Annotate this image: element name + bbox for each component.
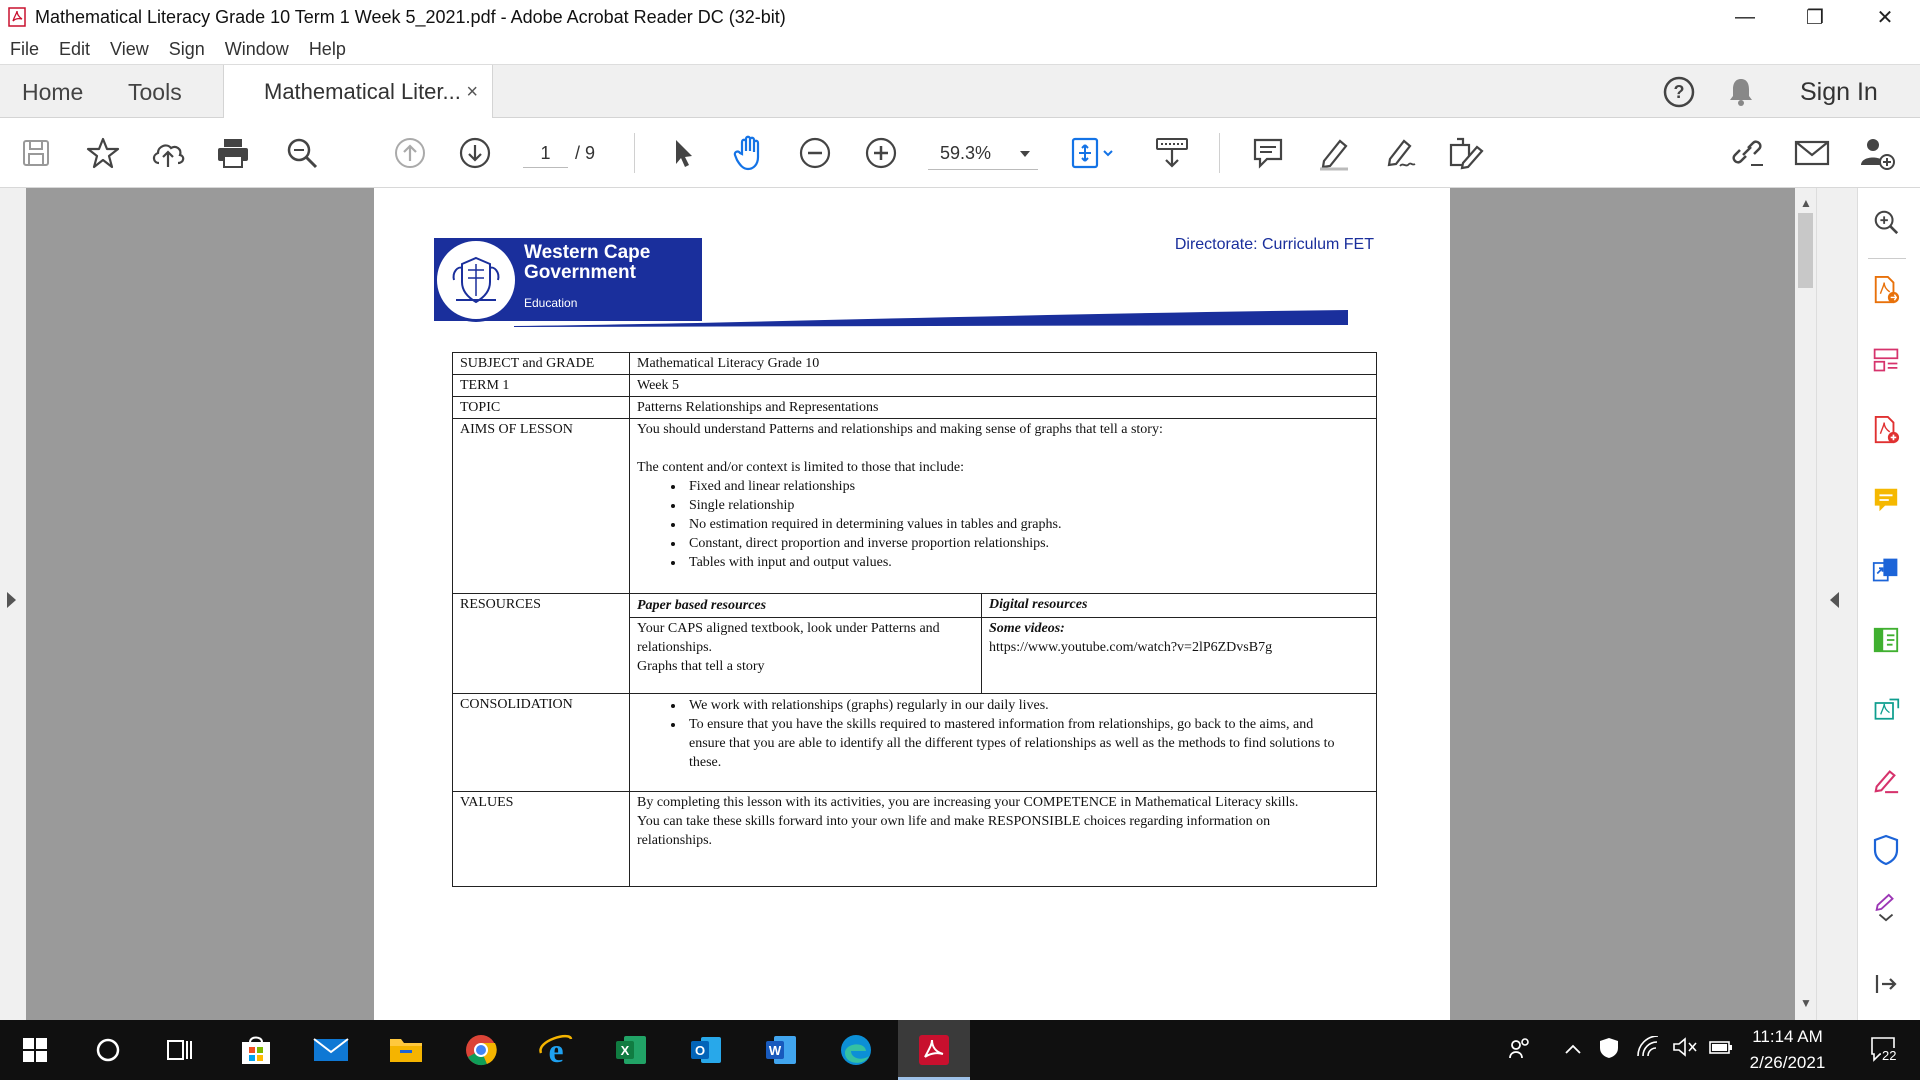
find-search-icon[interactable] bbox=[282, 118, 322, 188]
more-panel-tools-icon[interactable] bbox=[1872, 894, 1900, 922]
comment-panel-icon[interactable] bbox=[1872, 486, 1900, 514]
toolbar-divider bbox=[634, 133, 635, 173]
paper-resources-header: Paper based resources bbox=[630, 594, 982, 618]
table-row bbox=[453, 694, 1377, 792]
scroll-up-icon[interactable]: ▲ bbox=[1800, 196, 1812, 210]
consolidation-label: CONSOLIDATION bbox=[453, 694, 630, 792]
organize-pages-icon[interactable] bbox=[1872, 346, 1900, 374]
topic-value: Patterns Relationships and Representations bbox=[630, 397, 1377, 419]
task-view-icon[interactable] bbox=[160, 1030, 200, 1070]
video-link[interactable]: https://www.youtube.com/watch?v=2lP6ZDvsB7g bbox=[989, 640, 1273, 655]
term-value: Week 5 bbox=[630, 375, 1377, 397]
store-icon[interactable] bbox=[236, 1030, 276, 1070]
list-item: • Constant, direct proportion and inverse proportion relationships. bbox=[685, 534, 1369, 553]
hand-tool-icon[interactable] bbox=[730, 118, 770, 188]
vertical-scrollbar[interactable] bbox=[1795, 188, 1816, 1020]
menu-help[interactable]: Help bbox=[308, 38, 346, 59]
lesson-table bbox=[452, 352, 1377, 887]
search-circle-icon[interactable] bbox=[88, 1030, 128, 1070]
edit-pdf-icon[interactable] bbox=[1872, 626, 1900, 654]
menu-file[interactable]: File bbox=[10, 38, 40, 59]
tab-close-icon[interactable]: × bbox=[466, 80, 478, 103]
fill-sign-icon[interactable] bbox=[1380, 118, 1420, 188]
right-panel-toggle[interactable] bbox=[1816, 188, 1857, 1020]
digital-resources-header: Digital resources bbox=[982, 594, 1377, 618]
digital-subheading: Some videos: bbox=[989, 621, 1065, 636]
values-label: VALUES bbox=[453, 792, 630, 887]
table-row bbox=[453, 375, 1377, 397]
restore-icon: ❐ bbox=[1806, 6, 1824, 29]
internet-explorer-icon[interactable] bbox=[536, 1030, 576, 1070]
document-viewport[interactable] bbox=[0, 188, 1857, 1020]
adobe-acrobat-icon[interactable] bbox=[914, 1030, 954, 1070]
values-text: You can take these skills forward into your own life and make RESPONSIBLE choices regarding information on relationships. bbox=[637, 814, 1271, 848]
add-user-icon[interactable] bbox=[1857, 118, 1897, 188]
print-icon[interactable] bbox=[213, 118, 253, 188]
outlook-icon[interactable] bbox=[686, 1030, 726, 1070]
windows-taskbar bbox=[0, 1020, 1920, 1080]
chrome-icon[interactable] bbox=[461, 1030, 501, 1070]
menu-view[interactable]: View bbox=[110, 38, 149, 59]
topic-label: TOPIC bbox=[453, 397, 630, 419]
system-clock[interactable] bbox=[1735, 1024, 1840, 1076]
notifications-bell-icon[interactable] bbox=[1726, 65, 1756, 119]
list-item: • No estimation required in determining values in tables and graphs. bbox=[685, 515, 1369, 534]
cloud-upload-icon[interactable] bbox=[148, 118, 188, 188]
paper-resource-text: Your CAPS aligned textbook, look under Patterns and relationships. bbox=[637, 621, 940, 655]
chevron-down-icon bbox=[1020, 151, 1030, 157]
notification-count: 22 bbox=[1882, 1048, 1897, 1063]
table-row bbox=[453, 792, 1377, 887]
maximize-button[interactable] bbox=[1780, 0, 1850, 34]
paper-resource-text: Graphs that tell a story bbox=[637, 659, 765, 674]
svg-text:W: W bbox=[768, 1043, 782, 1058]
term-label: TERM 1 bbox=[453, 375, 630, 397]
sign-in-label: Sign In bbox=[1800, 77, 1878, 106]
excel-icon[interactable] bbox=[611, 1030, 651, 1070]
paper-resources-cell bbox=[630, 618, 982, 694]
tab-home[interactable]: Home bbox=[22, 79, 84, 105]
consolidation-cell bbox=[630, 694, 1377, 792]
wifi-icon[interactable] bbox=[1636, 1036, 1660, 1063]
list-item: • Single relationship bbox=[685, 496, 1369, 515]
aims-list bbox=[685, 477, 1369, 572]
close-window-button[interactable] bbox=[1850, 0, 1920, 34]
comment-icon[interactable] bbox=[1248, 118, 1288, 188]
zoom-level-select[interactable] bbox=[928, 138, 1038, 170]
page-number-input[interactable]: 1 bbox=[523, 138, 568, 168]
logo-title: Western Cape Government bbox=[524, 242, 651, 283]
edge-icon[interactable] bbox=[836, 1030, 876, 1070]
title-bar bbox=[0, 0, 1920, 34]
close-icon: ✕ bbox=[1876, 6, 1894, 29]
tab-bar bbox=[0, 64, 1920, 118]
svg-text:X: X bbox=[620, 1043, 630, 1058]
list-item: • To ensure that you have the skills required to mastered information from relationships, go back to the aims, and ensure that you are able to identify all the different types of relationships as well as the methods to find solutions to these. bbox=[685, 715, 1351, 772]
battery-icon[interactable] bbox=[1708, 1036, 1734, 1063]
scrollbar-thumb[interactable] bbox=[1798, 213, 1813, 288]
acrobat-icon bbox=[6, 6, 28, 28]
email-icon[interactable] bbox=[1792, 118, 1832, 188]
subject-label: SUBJECT and GRADE bbox=[453, 353, 630, 375]
list-item: • We work with relationships (graphs) regularly in our daily lives. bbox=[685, 696, 1351, 715]
minimize-button[interactable] bbox=[1710, 0, 1780, 34]
svg-text:e: e bbox=[548, 1033, 564, 1067]
compare-files-icon[interactable] bbox=[1872, 556, 1900, 584]
collapse-right-panel-icon bbox=[1830, 592, 1839, 608]
menu-bar bbox=[0, 34, 1920, 64]
people-icon[interactable] bbox=[1508, 1036, 1532, 1065]
bookmark-star-icon[interactable] bbox=[83, 118, 123, 188]
aims-context: The content and/or context is limited to those that include: bbox=[637, 460, 964, 475]
menu-window[interactable]: Window bbox=[224, 38, 289, 59]
directorate-label: Directorate: Curriculum FET bbox=[1174, 236, 1374, 253]
list-item: • Tables with input and output values. bbox=[685, 553, 1369, 572]
pdf-page bbox=[374, 188, 1450, 1020]
tab-tools[interactable]: Tools bbox=[128, 79, 182, 105]
help-icon[interactable] bbox=[1662, 65, 1696, 119]
word-icon[interactable] bbox=[761, 1030, 801, 1070]
scrolling-mode-icon[interactable] bbox=[1150, 118, 1194, 188]
values-cell bbox=[630, 792, 1377, 887]
share-link-icon[interactable] bbox=[1726, 118, 1768, 188]
table-row bbox=[453, 397, 1377, 419]
toolbar bbox=[0, 118, 1920, 188]
menu-sign[interactable]: Sign bbox=[168, 38, 205, 59]
fill-sign-panel-icon[interactable] bbox=[1872, 766, 1900, 794]
collapse-panel-icon[interactable] bbox=[1872, 970, 1900, 998]
header-swoosh bbox=[514, 308, 1348, 328]
action-center-icon[interactable] bbox=[1870, 1036, 1898, 1063]
select-cursor-icon[interactable] bbox=[665, 118, 701, 188]
minimize-icon: — bbox=[1735, 5, 1755, 28]
toolbar-divider bbox=[1219, 133, 1220, 173]
subject-value: Mathematical Literacy Grade 10 bbox=[630, 353, 1377, 375]
sign-in-button[interactable] bbox=[1800, 65, 1878, 119]
resources-label: RESOURCES bbox=[453, 594, 630, 694]
aims-label: AIMS OF LESSON bbox=[453, 419, 630, 594]
tab-document[interactable] bbox=[223, 65, 493, 119]
table-row bbox=[453, 594, 1377, 618]
window-title: Mathematical Literacy Grade 10 Term 1 Week 5_2021.pdf - Adobe Acrobat Reader DC (32-bit) bbox=[35, 6, 786, 27]
more-tools-icon[interactable] bbox=[1446, 118, 1486, 188]
zoom-out-icon[interactable] bbox=[795, 118, 835, 188]
aims-intro: You should understand Patterns and relationships and making sense of graphs that tell a story: bbox=[637, 422, 1163, 437]
coat-of-arms-icon bbox=[434, 238, 518, 322]
volume-muted-icon[interactable] bbox=[1672, 1036, 1698, 1063]
mail-app-icon[interactable] bbox=[311, 1030, 351, 1070]
export-pdf-icon[interactable] bbox=[1872, 276, 1900, 304]
expand-left-panel-icon bbox=[7, 592, 16, 608]
svg-text:?: ? bbox=[1673, 82, 1685, 102]
send-for-review-icon[interactable] bbox=[1872, 696, 1900, 724]
windows-start-icon[interactable] bbox=[15, 1030, 55, 1070]
show-hidden-icons-icon[interactable] bbox=[1564, 1040, 1582, 1061]
next-page-icon[interactable] bbox=[455, 118, 495, 188]
tab-document-label: Mathematical Liter... bbox=[264, 79, 461, 104]
zoom-in-icon[interactable] bbox=[861, 118, 901, 188]
table-row bbox=[453, 419, 1377, 594]
fit-page-icon[interactable] bbox=[1068, 118, 1118, 188]
previous-page-icon[interactable] bbox=[390, 118, 430, 188]
panel-divider bbox=[1868, 258, 1906, 259]
values-text: By completing this lesson with its activities, you are increasing your COMPETENCE in Mathematical Literacy skills. bbox=[637, 795, 1299, 810]
list-item: • Fixed and linear relationships bbox=[685, 477, 1369, 496]
save-icon[interactable] bbox=[18, 118, 54, 188]
left-panel-toggle[interactable] bbox=[0, 188, 26, 1020]
zoom-search-icon[interactable] bbox=[1872, 208, 1900, 236]
zoom-level-value: 59.3% bbox=[940, 143, 992, 163]
scroll-down-icon[interactable]: ▼ bbox=[1800, 996, 1812, 1010]
file-explorer-icon[interactable] bbox=[386, 1030, 426, 1070]
logo-subtitle: Education bbox=[524, 296, 578, 310]
clock-date: 2/26/2021 bbox=[1749, 1053, 1826, 1072]
create-pdf-icon[interactable] bbox=[1872, 416, 1900, 444]
consolidation-list bbox=[685, 696, 1351, 772]
table-row bbox=[453, 353, 1377, 375]
highlight-pen-icon[interactable] bbox=[1314, 118, 1354, 188]
aims-cell bbox=[630, 419, 1377, 594]
page-total-label: / 9 bbox=[575, 143, 596, 163]
clock-time: 11:14 AM bbox=[1752, 1027, 1823, 1046]
security-shield-icon[interactable] bbox=[1598, 1036, 1620, 1065]
protect-shield-icon[interactable] bbox=[1872, 836, 1900, 864]
menu-edit[interactable]: Edit bbox=[59, 38, 91, 59]
svg-text:O: O bbox=[694, 1043, 706, 1058]
digital-resources-cell bbox=[982, 618, 1377, 694]
